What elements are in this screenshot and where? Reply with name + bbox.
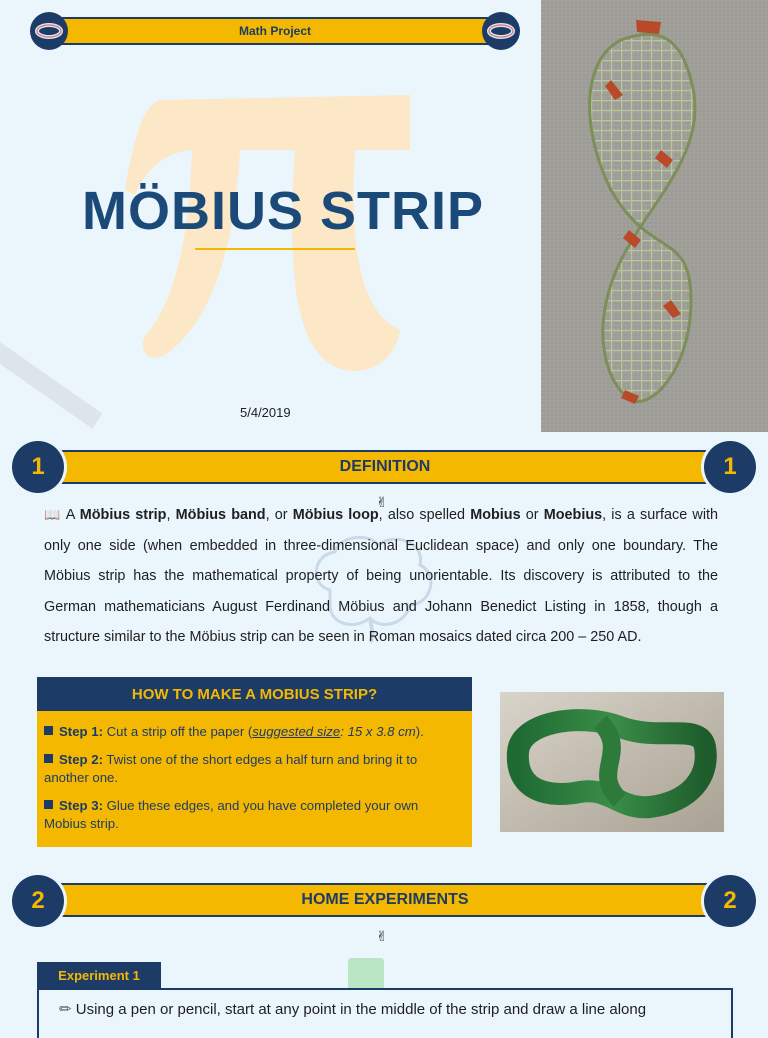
section-number-badge: 1 [704, 441, 756, 493]
section-number-badge: 1 [12, 441, 64, 493]
section-number-badge: 2 [704, 875, 756, 927]
header-bar [40, 17, 510, 45]
date-label: 5/4/2019 [240, 405, 291, 420]
pencil-icon: ✏ [59, 1001, 72, 1018]
book-icon: 📖 [44, 507, 62, 522]
mobius-ring-icon [30, 12, 68, 50]
how-to-header: HOW TO MAKE A MOBIUS STRIP? [37, 677, 472, 711]
section-title: DEFINITION [339, 458, 431, 475]
peace-hand-icon: ✌ [376, 494, 388, 510]
section-definition-bar [40, 450, 730, 484]
section-home-experiments-bar [40, 883, 730, 917]
page-title: MÖBIUS STRIP [82, 181, 485, 241]
decorative-stroke [0, 333, 103, 428]
step-item: Step 3: Glue these edges, and you have completed your own Mobius strip. [44, 797, 419, 831]
step-item: Step 2: Twist one of the short edges a half turn and bring it to another one. [44, 751, 418, 785]
peace-hand-icon: ✌ [376, 928, 388, 944]
section-number-badge: 2 [12, 875, 64, 927]
title-underline [195, 248, 355, 250]
section-title: HOME EXPERIMENTS [301, 891, 469, 908]
experiment-text: Using a pen or pencil, start at any point in the middle of the strip and draw a line along [75, 1001, 647, 1018]
definition-paragraph: 📖 A Möbius strip, Möbius band, or Möbius loop, also spelled Mobius or Moebius, is a surface with only one side (when embedded in three-dimensional Euclidean space) and only one boundary. The Möbius strip has the mathematical property of being unorientable. Its discovery is attributed to the German mathematicians August Ferdinand Möbius and Johann Benedict Listing in 1858, though a structure similar to the Möbius strip can be seen in Roman mosaics dated circa 200 – 250 AD. [44, 507, 719, 645]
step-item: Step 1: Cut a strip off the paper (suggested size: 15 x 3.8 cm). [44, 723, 464, 742]
header-title: Math Project [238, 24, 311, 38]
experiment-tab: Experiment 1 [37, 962, 161, 988]
experiment-box [37, 988, 733, 1038]
green-mobius-band-image [500, 692, 724, 832]
how-to-steps [37, 711, 472, 847]
mobius-ring-icon [482, 12, 520, 50]
mobius-ants-image [541, 0, 768, 432]
